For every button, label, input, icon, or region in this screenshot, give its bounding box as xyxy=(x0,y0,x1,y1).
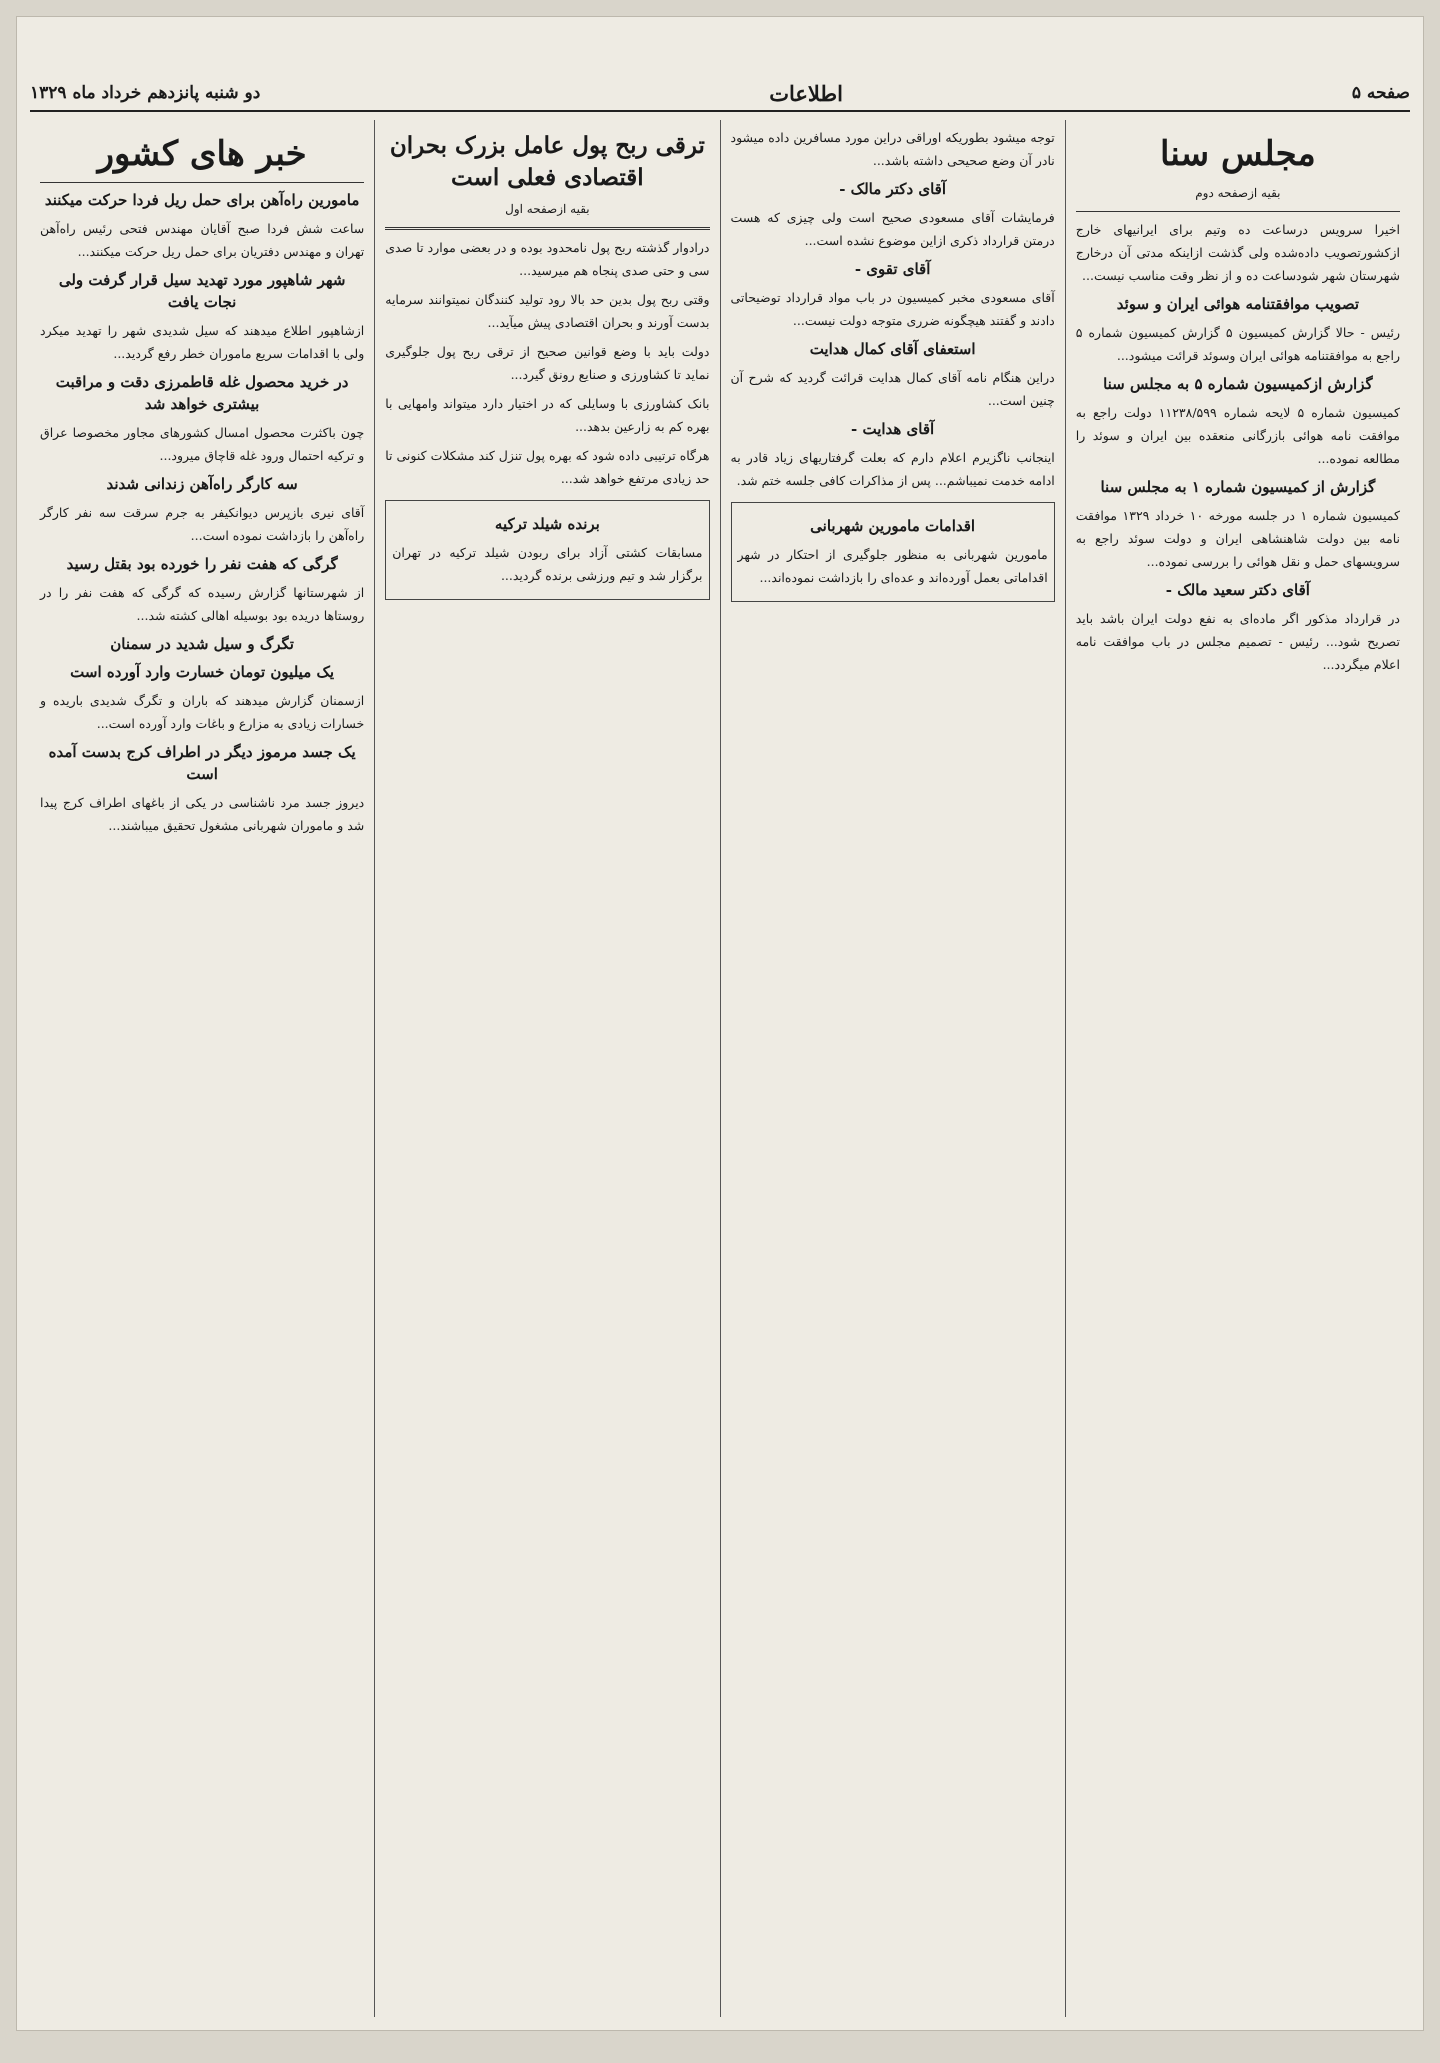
news-subheading: یک میلیون تومان خسارت وارد آورده است xyxy=(70,663,335,681)
article-paragraph: کمیسیون شماره ۱ در جلسه مورخه ۱۰ خرداد ۱۳۲۹ موافقت نامه بین دولت شاهنشاهی ایران و دولت سوئد راجع به سرویسهای حمل و نقل هوائی را بررسی نموده... xyxy=(1075,508,1400,569)
article-paragraph: کمیسیون شماره ۵ لایحه شماره ۱۱۲۳۸/۵۹۹ دولت راجع به موافقت نامه هوائی بازرگانی منعقده بین ایران و سوئد را مطالعه نموده... xyxy=(1075,405,1400,466)
article-paragraph: فرمایشات آقای مسعودی صحیح است ولی چیزی که هست درمتن قرارداد ذکری ازاین موضوع نشده است... xyxy=(730,210,1055,248)
column-senate-continued xyxy=(720,120,1065,2017)
article-paragraph: دراین هنگام نامه آقای کمال هدایت قرائت گردید که شرح آن چنین است... xyxy=(730,370,1055,408)
section-heading: آقای دکتر مالک - xyxy=(839,180,946,198)
article-paragraph: در قرارداد مذکور اگر ماده‌ای به نفع دولت ایران باشد باید تصریح شود... رئیس - تصمیم مجلس در باب موافقت نامه اعلام میگردد... xyxy=(1075,611,1400,672)
divider xyxy=(1076,211,1400,212)
section-heading: استعفای آقای کمال هدایت xyxy=(809,340,976,358)
news-heading: مامورین راه‌آهن برای حمل ریل فردا حرکت میکنند xyxy=(44,191,360,209)
page-header xyxy=(30,76,1410,112)
divider xyxy=(40,182,364,183)
section-heading: آقای هدایت - xyxy=(851,420,935,438)
economy-headline: ترقی ربح پول عامل بزرک بحران اقتصادی فعلی است xyxy=(389,132,705,191)
box-text: مامورین شهربانی به منظور جلوگیری از احتکار در شهر اقداماتی بعمل آورده‌اند و عده‌ای را بازداشت نموده‌اند... xyxy=(737,547,1048,585)
paper-name: اطلاعات xyxy=(769,80,843,106)
section-heading: گزارش ازکمیسیون شماره ۵ به مجلس سنا xyxy=(1103,375,1373,393)
box-heading: اقدامات مامورین شهربانی xyxy=(810,517,976,535)
news-paragraph: دیروز جسد مرد ناشناسی در یکی از باغهای اطراف کرج پیدا شد و ماموران شهربانی مشغول تحقیق میباشند... xyxy=(40,795,365,833)
news-heading: گرگی که هفت نفر را خورده بود بقتل رسید xyxy=(66,555,338,573)
box-text: مسابقات کشتی آزاد برای ربودن شیلد ترکیه در تهران برگزار شد و تیم ورزشی برنده گردید... xyxy=(392,545,703,583)
article-paragraph: توجه میشود بطوریکه اوراقی دراین مورد مسافرین داده میشود نادر آن وضع صحیحی داشته باشد... xyxy=(730,130,1055,168)
news-paragraph: ازشاهپور اطلاع میدهند که سیل شدیدی شهر را تهدید میکرد ولی با اقدامات سریع ماموران خطر رفع گردید... xyxy=(40,323,365,361)
domestic-news-headline: خبر های کشور xyxy=(97,134,307,174)
article-paragraph: وقتی ربح پول بدین حد بالا رود تولید کنندگان نمیتوانند سرمایه بدست آورند و بحران اقتصادی پیش میآید... xyxy=(385,292,710,330)
police-news-box xyxy=(731,502,1055,602)
sports-box xyxy=(385,500,709,600)
news-heading: یک جسد مرموز دیگر در اطراف کرج بدست آمده است xyxy=(48,743,356,783)
news-heading: تگرگ و سیل شدید در سمنان xyxy=(110,635,294,653)
article-paragraph: بانک کشاورزی با وسایلی که در اختیار دارد میتواند وامهایی با بهره کم به زارعین بدهد... xyxy=(385,396,710,434)
section-heading: گزارش از کمیسیون شماره ۱ به مجلس سنا xyxy=(1100,478,1376,496)
news-paragraph: آقای نیری بازپرس دیوانکیفر به جرم سرقت سه نفر کارگر راه‌آهن را بازداشت نموده است... xyxy=(40,505,365,543)
section-heading: تصویب موافقتنامه هوائی ایران و سوئد xyxy=(1116,295,1360,313)
section-heading: آقای تقوی - xyxy=(854,260,931,278)
news-paragraph: از شهرستانها گزارش رسیده که گرگی که هفت نفر را در روستاها دریده بود بوسیله اهالی کشته شد... xyxy=(40,585,365,623)
issue-date: دو شنبه پانزدهم خرداد ماه ۱۳۲۹ xyxy=(30,83,261,103)
senate-continuation: بقیه ازصفحه دوم xyxy=(1195,186,1281,200)
page-number: صفحه ۵ xyxy=(1351,83,1410,103)
news-heading: سه کارگر راه‌آهن زندانی شدند xyxy=(106,475,298,493)
article-paragraph: رئیس - حالا گزارش کمیسیون ۵ گزارش کمیسیون شماره ۵ راجع به موافقتنامه هوائی ایران وسوئد قرائت میشود... xyxy=(1075,325,1400,363)
box-heading: برنده شیلد ترکیه xyxy=(494,515,600,533)
article-paragraph: دولت باید با وضع قوانین صحیح از ترقی ربح پول جلوگیری نماید تا کشاورزی و صنایع رونق گیرد... xyxy=(385,344,710,382)
news-heading: در خرید محصول غله قاطمرزی دقت و مراقبت بیشتری خواهد شد xyxy=(55,373,349,413)
news-paragraph: ازسمنان گزارش میدهند که باران و تگرگ شدیدی باریده و خسارات زیادی به مزارع و باغات وارد آورده است... xyxy=(40,693,365,731)
article-paragraph: هرگاه ترتیبی داده شود که بهره پول تنزل کند مشکلات کنونی تا حد زیادی مرتفع خواهد شد... xyxy=(385,448,710,486)
article-paragraph: اخیرا سرویس درساعت ده وتیم برای ایرانیهای خارج ازکشورتصویب داده‌شده ولی گذشت ازاینکه مدتی آن درخارج شهرستان شهر شودساعت ده و از نظر وقت مناسب نیست... xyxy=(1075,222,1400,283)
column-economy xyxy=(374,120,719,2017)
economy-continuation: بقیه ازصفحه اول xyxy=(505,202,590,216)
divider xyxy=(385,227,709,230)
newspaper-page xyxy=(16,16,1424,2031)
news-heading: شهر شاهپور مورد تهدید سیل قرار گرفت ولی نجات یافت xyxy=(58,271,346,311)
news-paragraph: ساعت شش فردا صبح آقایان مهندس فتحی رئیس راه‌آهن تهران و مهندس دفتریان برای حمل ریل حرکت میکنند... xyxy=(40,221,365,259)
senate-headline: مجلس سنا xyxy=(1160,134,1316,174)
article-paragraph: اینجانب ناگزیرم اعلام دارم که بعلت گرفتاریهای زیاد قادر به ادامه خدمت نمیباشم... پس از مذاکرات کافی جلسه ختم شد. xyxy=(730,450,1055,488)
column-senate xyxy=(1065,120,1410,2017)
columns xyxy=(30,120,1410,2017)
section-heading: آقای دکتر سعید مالک - xyxy=(1165,581,1310,599)
news-paragraph: چون باکثرت محصول امسال کشورهای مجاور مخصوصا عراق و ترکیه احتمال ورود غله قاچاق میرود... xyxy=(40,425,365,463)
article-paragraph: آقای مسعودی مخبر کمیسیون در باب مواد قرارداد توضیحاتی دادند و گفتند هیچگونه ضرری متوجه دولت نیست... xyxy=(730,290,1055,328)
article-paragraph: درادوار گذشته ربح پول نامحدود بوده و در بعضی موارد تا صدی سی و حتی صدی پنجاه هم میرسید... xyxy=(385,240,710,278)
column-domestic-news xyxy=(30,120,374,2017)
